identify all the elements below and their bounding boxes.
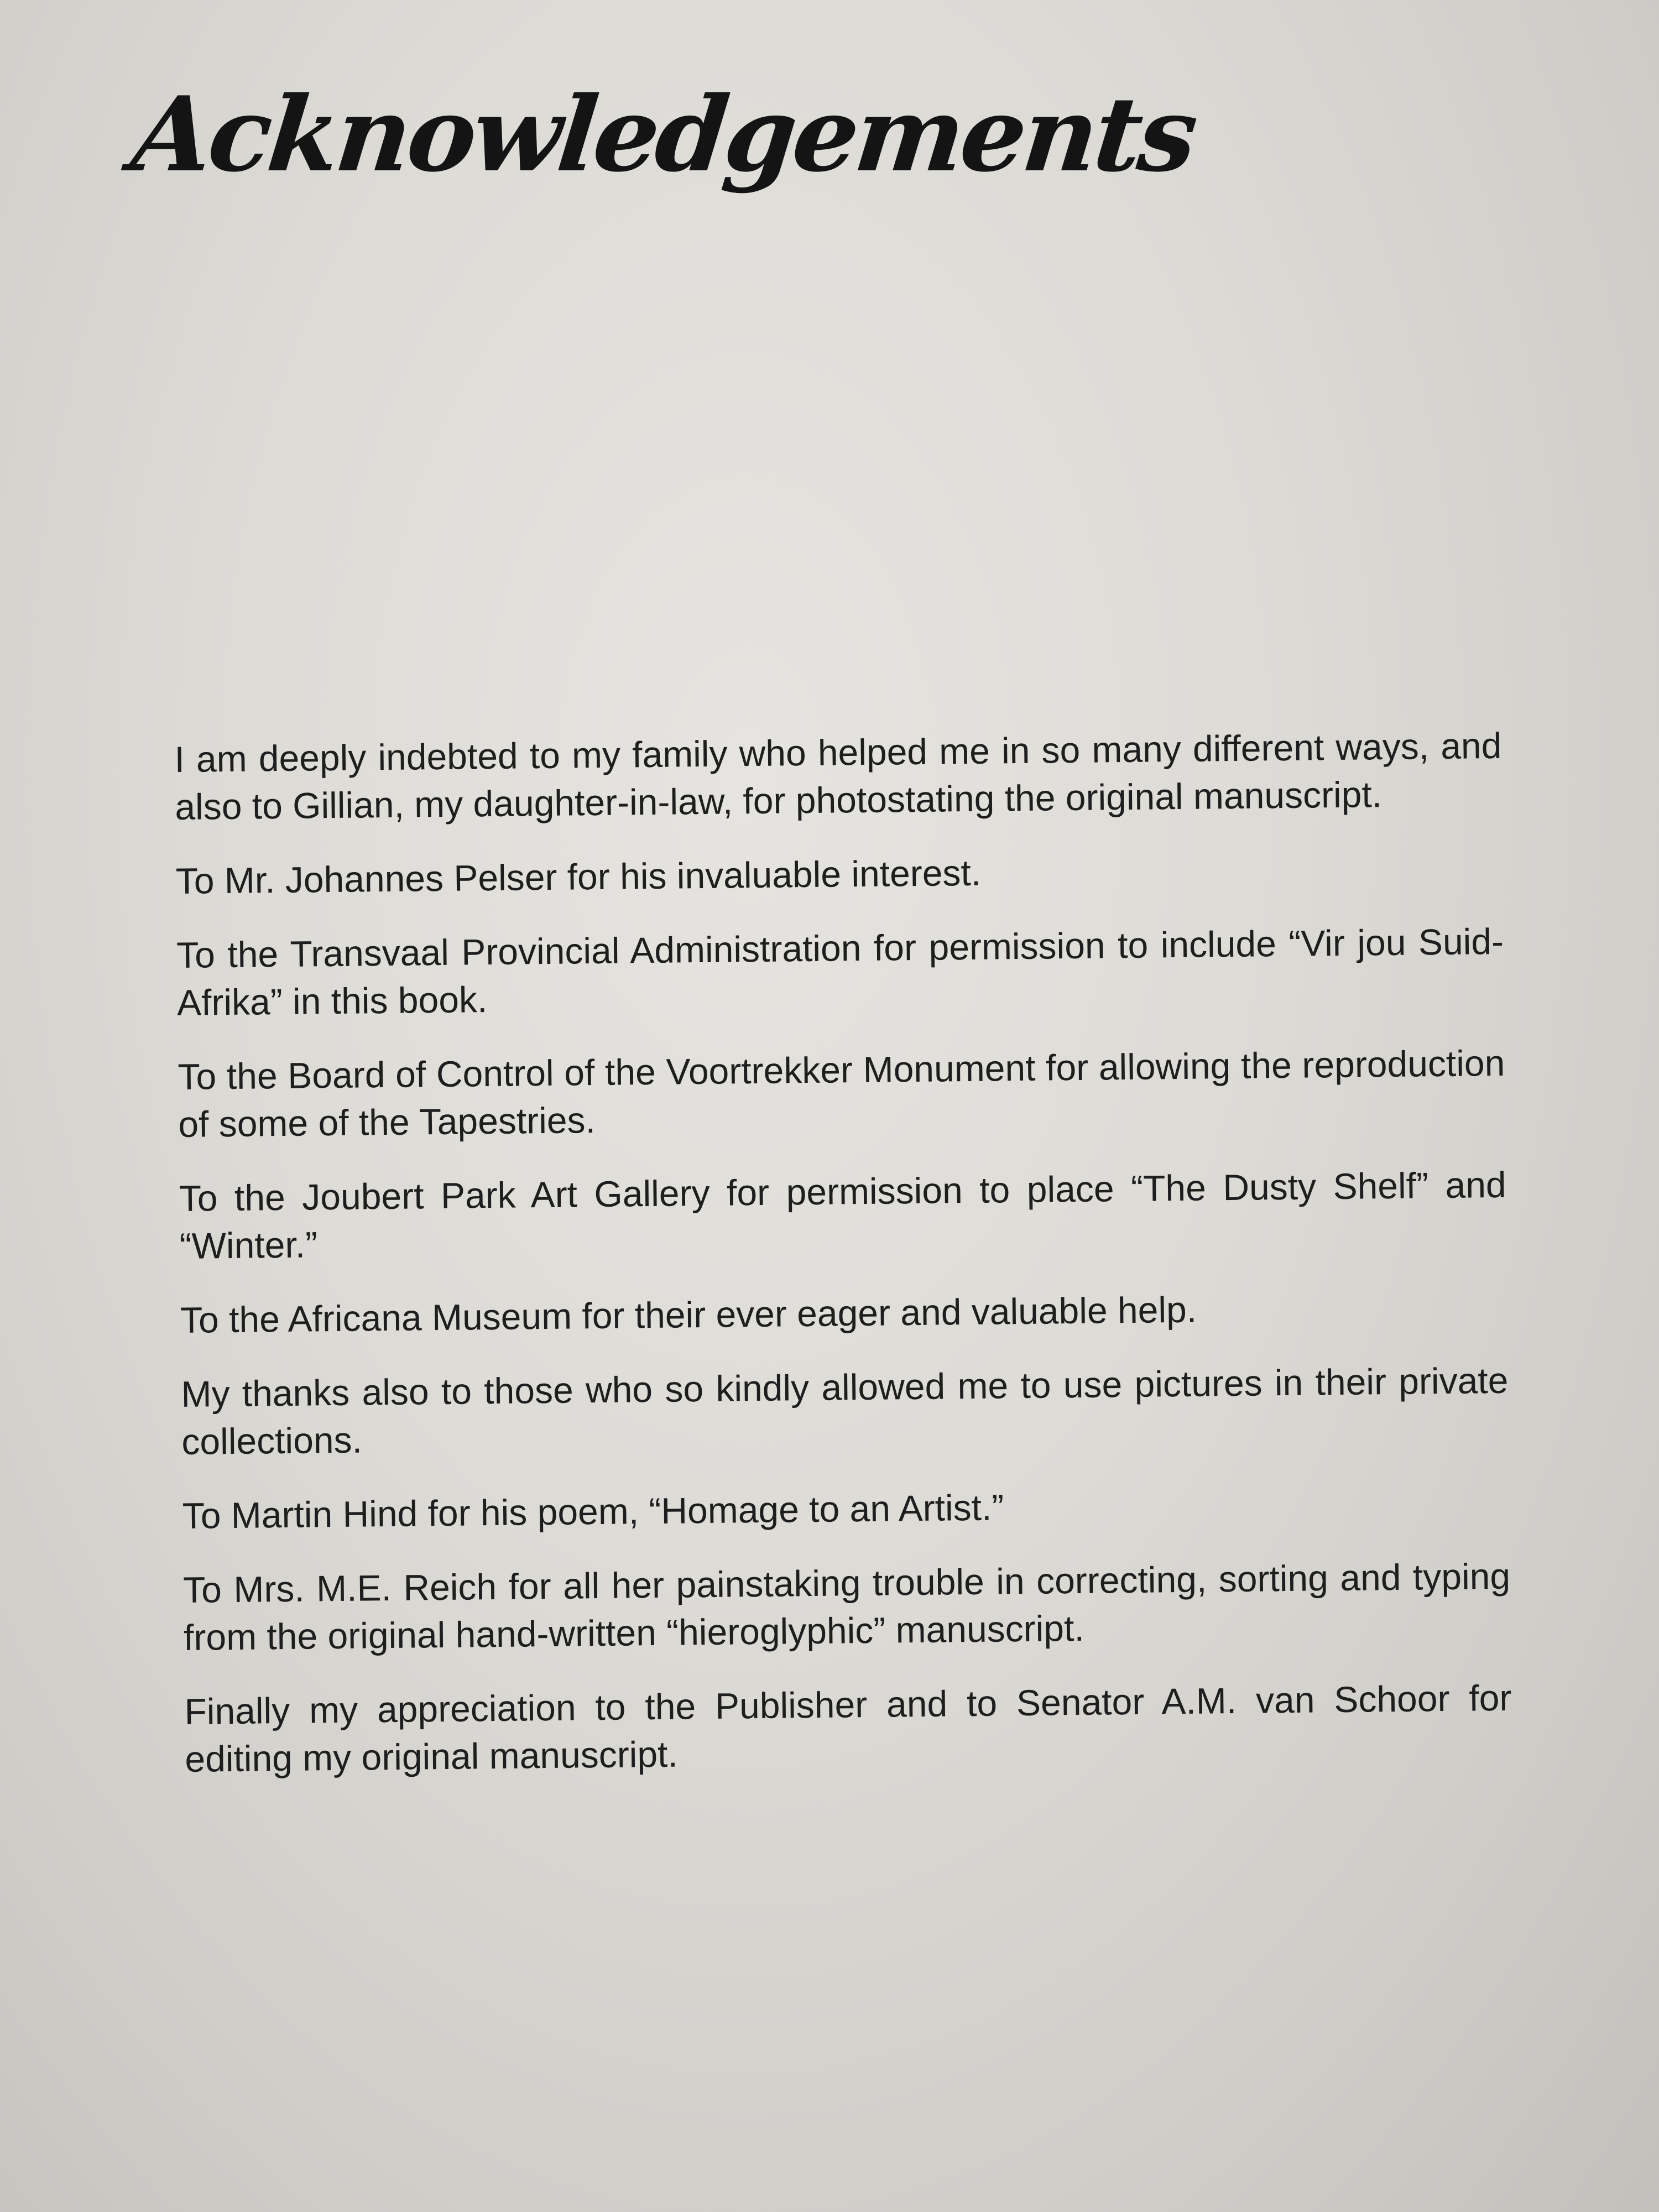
paragraph-publisher: Finally my appreciation to the Publisher and to Senator A.M. van Schoor for editing my original manuscript. xyxy=(184,1677,1512,1780)
paragraph-voortrekker: To the Board of Control of the Voortrekker Monument for allowing the reproduction of some of the Tapestries. xyxy=(178,1042,1505,1145)
paragraph-martin-hind: To Martin Hind for his poem, “Homage to an Artist.” xyxy=(182,1486,1004,1536)
paragraph-transvaal: To the Transvaal Provincial Administration for permission to include “Vir jou Suid-Afrika” in this book. xyxy=(176,920,1504,1023)
acknowledgements-body xyxy=(174,722,1512,1809)
paragraph-reich: To Mrs. M.E. Reich for all her painstaking trouble in correcting, sorting and typing from the original hand-written “hieroglyphic” manuscript. xyxy=(182,1555,1511,1658)
paragraph-joubert-park: To the Joubert Park Art Gallery for permission to place “The Dusty Shelf” and “Winter.” xyxy=(179,1164,1507,1266)
page-title: Acknowledgements xyxy=(126,74,1200,195)
paragraph-private-collections: My thanks also to those who so kindly allowed me to use pictures in their private collections. xyxy=(181,1359,1509,1462)
paragraph-africana-museum: To the Africana Museum for their ever eager and valuable help. xyxy=(180,1288,1197,1340)
paragraph-pelser: To Mr. Johannes Pelser for his invaluable interest. xyxy=(175,852,982,901)
paragraph-family: I am deeply indebted to my family who helped me in so many different ways, and also to Gillian, my daughter-in-law, for photostating the original manuscript. xyxy=(174,724,1502,827)
